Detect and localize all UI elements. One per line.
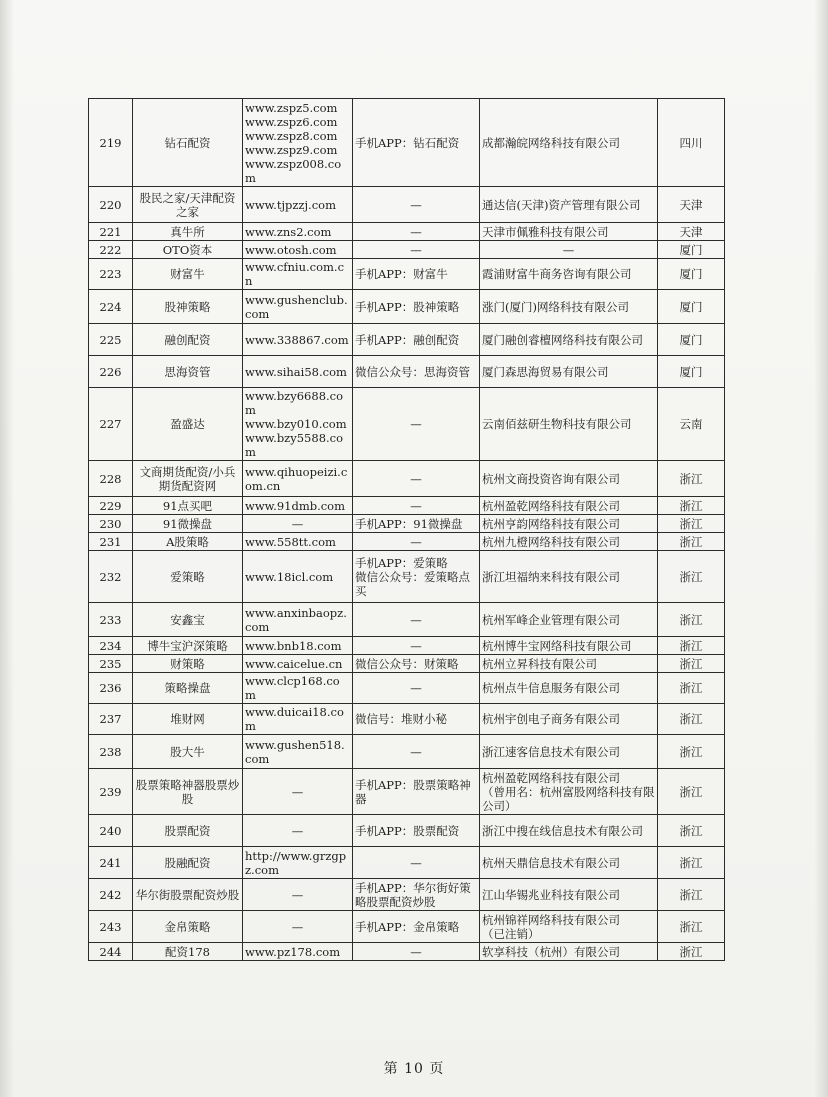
operating-company-cell: 涨门(厦门)网络科技有限公司 [480,290,658,324]
row-number-cell: 229 [89,497,133,515]
row-number-cell: 243 [89,911,133,943]
app-or-wechat-cell: 手机APP：钻石配资 [353,99,480,187]
region-cell: 浙江 [658,497,725,515]
website-cell: www.bnb18.com [243,637,353,655]
row-number-cell: 227 [89,388,133,461]
table-row [89,515,725,533]
app-or-wechat-cell: 手机APP：股票配资 [353,815,480,847]
website-cell: http://www.grzgpz.com [243,847,353,879]
table-row [89,847,725,879]
operating-company-cell: 杭州锦祥网络科技有限公司 （已注销） [480,911,658,943]
region-cell: 厦门 [658,356,725,388]
website-cell: www.clcp168.com [243,673,353,704]
table-row [89,769,725,815]
operating-company-cell: 杭州亨韵网络科技有限公司 [480,515,658,533]
row-number-cell: 225 [89,324,133,356]
app-or-wechat-cell: — [353,637,480,655]
platform-name-cell: 真牛所 [133,223,243,241]
region-cell: 浙江 [658,515,725,533]
app-or-wechat-cell: — [353,943,480,961]
operating-company-cell: 杭州军峰企业管理有限公司 [480,603,658,637]
operating-company-cell: 成都瀚皖网络科技有限公司 [480,99,658,187]
region-cell: 浙江 [658,603,725,637]
platform-name-cell: 策略操盘 [133,673,243,704]
row-number-cell: 230 [89,515,133,533]
table-row [89,324,725,356]
table-row [89,735,725,769]
app-or-wechat-cell: 手机APP：91微操盘 [353,515,480,533]
website-cell: www.cfniu.com.cn [243,259,353,290]
row-number-cell: 219 [89,99,133,187]
page-left-edge-shadow [0,0,14,1097]
registry-table-body [89,99,725,961]
website-cell: www.gushenclub.com [243,290,353,324]
region-cell: 厦门 [658,324,725,356]
table-row [89,356,725,388]
row-number-cell: 237 [89,704,133,735]
operating-company-cell: 霞浦财富牛商务咨询有限公司 [480,259,658,290]
website-cell: www.sihai58.com [243,356,353,388]
registry-table [88,98,725,961]
operating-company-cell: 杭州天鼎信息技术有限公司 [480,847,658,879]
website-cell: www.qihuopeizi.com.cn [243,461,353,497]
table-row [89,497,725,515]
row-number-cell: 222 [89,241,133,259]
website-cell: — [243,879,353,911]
table-row [89,533,725,551]
row-number-cell: 220 [89,187,133,223]
website-cell: — [243,815,353,847]
website-cell: www.tjpzzj.com [243,187,353,223]
platform-name-cell: 股神策略 [133,290,243,324]
table-row [89,223,725,241]
app-or-wechat-cell: — [353,187,480,223]
platform-name-cell: 财策略 [133,655,243,673]
operating-company-cell: 江山华锡兆业科技有限公司 [480,879,658,911]
app-or-wechat-cell: 手机APP：财富牛 [353,259,480,290]
region-cell: 天津 [658,223,725,241]
platform-name-cell: 融创配资 [133,324,243,356]
operating-company-cell: — [480,241,658,259]
region-cell: 浙江 [658,637,725,655]
region-cell: 浙江 [658,943,725,961]
website-cell: — [243,769,353,815]
region-cell: 厦门 [658,241,725,259]
table-row [89,241,725,259]
website-cell: www.bzy6688.com www.bzy010.com www.bzy5588.com [243,388,353,461]
row-number-cell: 242 [89,879,133,911]
website-cell: www.duicai18.com [243,704,353,735]
operating-company-cell: 杭州九橙网络科技有限公司 [480,533,658,551]
website-cell: www.18icl.com [243,551,353,603]
platform-name-cell: 91微操盘 [133,515,243,533]
table-row [89,673,725,704]
row-number-cell: 234 [89,637,133,655]
row-number-cell: 232 [89,551,133,603]
app-or-wechat-cell: — [353,241,480,259]
row-number-cell: 239 [89,769,133,815]
region-cell: 浙江 [658,655,725,673]
platform-name-cell: 91点买吧 [133,497,243,515]
app-or-wechat-cell: — [353,735,480,769]
table-row [89,259,725,290]
platform-name-cell: 股票策略神器股票炒股 [133,769,243,815]
operating-company-cell: 厦门森思海贸易有限公司 [480,356,658,388]
platform-name-cell: 博牛宝沪深策略 [133,637,243,655]
platform-name-cell: 华尔街股票配资炒股 [133,879,243,911]
region-cell: 浙江 [658,911,725,943]
app-or-wechat-cell: — [353,673,480,704]
row-number-cell: 244 [89,943,133,961]
app-or-wechat-cell: — [353,461,480,497]
row-number-cell: 235 [89,655,133,673]
page-right-edge-shadow [814,0,828,1097]
row-number-cell: 240 [89,815,133,847]
operating-company-cell: 浙江中搜在线信息技术有限公司 [480,815,658,847]
region-cell: 浙江 [658,769,725,815]
platform-name-cell: 思海资管 [133,356,243,388]
platform-name-cell: 金帛策略 [133,911,243,943]
website-cell: www.gushen518.com [243,735,353,769]
platform-name-cell: 堆财网 [133,704,243,735]
operating-company-cell: 云南佰兹研生物科技有限公司 [480,388,658,461]
platform-name-cell: 盈盛达 [133,388,243,461]
app-or-wechat-cell: 手机APP：华尔街好策略股票配资炒股 [353,879,480,911]
region-cell: 云南 [658,388,725,461]
platform-name-cell: 股民之家/天津配资之家 [133,187,243,223]
app-or-wechat-cell: 微信公众号：财策略 [353,655,480,673]
table-row [89,461,725,497]
region-cell: 浙江 [658,551,725,603]
operating-company-cell: 厦门融创睿檀网络科技有限公司 [480,324,658,356]
row-number-cell: 238 [89,735,133,769]
region-cell: 浙江 [658,735,725,769]
region-cell: 天津 [658,187,725,223]
operating-company-cell: 杭州博牛宝网络科技有限公司 [480,637,658,655]
table-row [89,388,725,461]
app-or-wechat-cell: 手机APP：爱策略 微信公众号：爱策略点买 [353,551,480,603]
region-cell: 浙江 [658,879,725,911]
region-cell: 厦门 [658,259,725,290]
operating-company-cell: 杭州盈乾网络科技有限公司 （曾用名：杭州富股网络科技有限公司） [480,769,658,815]
row-number-cell: 233 [89,603,133,637]
operating-company-cell: 通达信(天津)资产管理有限公司 [480,187,658,223]
website-cell: www.558tt.com [243,533,353,551]
table-row [89,879,725,911]
platform-name-cell: 配资178 [133,943,243,961]
platform-name-cell: 股票配资 [133,815,243,847]
table-row [89,187,725,223]
platform-name-cell: 钻石配资 [133,99,243,187]
region-cell: 浙江 [658,847,725,879]
operating-company-cell: 杭州宇创电子商务有限公司 [480,704,658,735]
table-row [89,911,725,943]
operating-company-cell: 杭州点牛信息服务有限公司 [480,673,658,704]
app-or-wechat-cell: — [353,847,480,879]
operating-company-cell: 软享科技（杭州）有限公司 [480,943,658,961]
website-cell: — [243,911,353,943]
table-row [89,290,725,324]
row-number-cell: 228 [89,461,133,497]
platform-name-cell: 股大牛 [133,735,243,769]
website-cell: www.338867.com [243,324,353,356]
row-number-cell: 241 [89,847,133,879]
row-number-cell: 226 [89,356,133,388]
row-number-cell: 221 [89,223,133,241]
table-row [89,943,725,961]
platform-name-cell: 股融配资 [133,847,243,879]
app-or-wechat-cell: — [353,533,480,551]
platform-name-cell: 文商期货配资/小兵期货配资网 [133,461,243,497]
table-row [89,815,725,847]
table-row [89,551,725,603]
table-row [89,603,725,637]
app-or-wechat-cell: 手机APP：股神策略 [353,290,480,324]
website-cell: www.pz178.com [243,943,353,961]
app-or-wechat-cell: — [353,388,480,461]
row-number-cell: 231 [89,533,133,551]
region-cell: 浙江 [658,704,725,735]
website-cell: www.otosh.com [243,241,353,259]
region-cell: 浙江 [658,533,725,551]
operating-company-cell: 杭州立昇科技有限公司 [480,655,658,673]
table-row [89,637,725,655]
platform-name-cell: 财富牛 [133,259,243,290]
website-cell: www.anxinbaopz.com [243,603,353,637]
platform-name-cell: OTO资本 [133,241,243,259]
row-number-cell: 223 [89,259,133,290]
app-or-wechat-cell: 手机APP：融创配资 [353,324,480,356]
operating-company-cell: 浙江坦福纳来科技有限公司 [480,551,658,603]
operating-company-cell: 杭州盈乾网络科技有限公司 [480,497,658,515]
region-cell: 浙江 [658,461,725,497]
region-cell: 浙江 [658,815,725,847]
website-cell: www.zspz5.com www.zspz6.com www.zspz8.com www.zspz9.com www.zspz008.com [243,99,353,187]
app-or-wechat-cell: 微信公众号：思海资管 [353,356,480,388]
app-or-wechat-cell: — [353,497,480,515]
row-number-cell: 224 [89,290,133,324]
operating-company-cell: 杭州文商投资咨询有限公司 [480,461,658,497]
website-cell: www.zns2.com [243,223,353,241]
region-cell: 四川 [658,99,725,187]
app-or-wechat-cell: 微信号：堆财小秘 [353,704,480,735]
website-cell: www.caicelue.cn [243,655,353,673]
row-number-cell: 236 [89,673,133,704]
table-row [89,704,725,735]
app-or-wechat-cell: 手机APP：股票策略神器 [353,769,480,815]
operating-company-cell: 天津市佩雅科技有限公司 [480,223,658,241]
table-row [89,655,725,673]
app-or-wechat-cell: — [353,223,480,241]
platform-name-cell: 安鑫宝 [133,603,243,637]
operating-company-cell: 浙江速客信息技术有限公司 [480,735,658,769]
app-or-wechat-cell: — [353,603,480,637]
platform-name-cell: A股策略 [133,533,243,551]
platform-name-cell: 爱策略 [133,551,243,603]
table-row [89,99,725,187]
region-cell: 浙江 [658,673,725,704]
website-cell: — [243,515,353,533]
app-or-wechat-cell: 手机APP：金帛策略 [353,911,480,943]
region-cell: 厦门 [658,290,725,324]
page-number: 第 10 页 [383,1061,445,1077]
website-cell: www.91dmb.com [243,497,353,515]
